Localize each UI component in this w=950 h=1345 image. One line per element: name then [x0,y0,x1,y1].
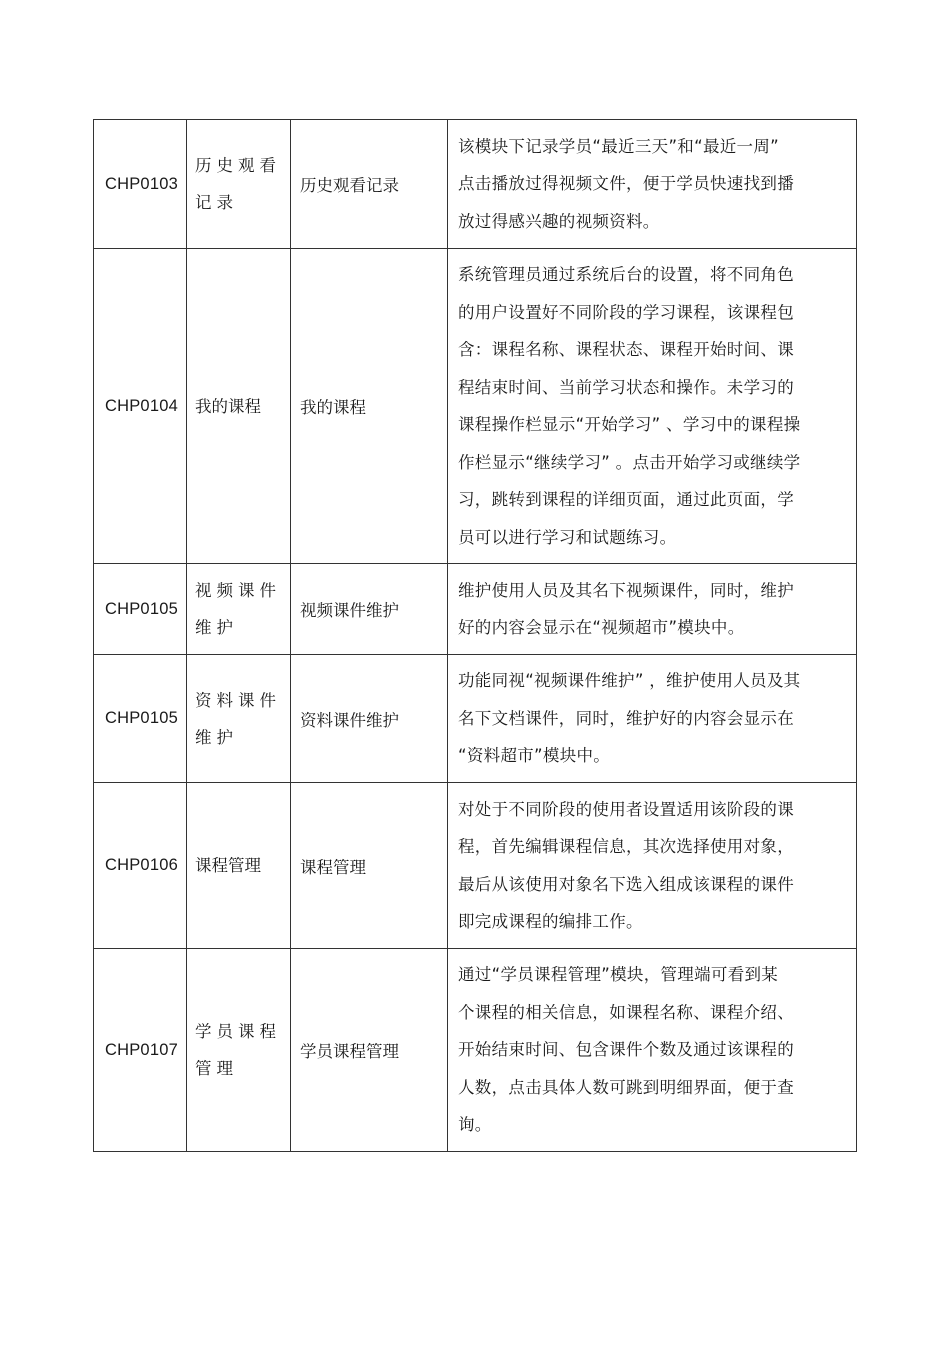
row-function: 资料课件维护 [291,655,448,783]
function-table [93,119,857,1152]
table-row [94,655,857,783]
row-name: 资料课件维护 [187,655,291,783]
row-name: 学员课程管理 [187,949,291,1152]
row-function: 课程管理 [291,783,448,949]
description-line: 开始结束时间、包含课件个数及通过该课程的 [458,1040,794,1060]
description-line: 程结束时间、当前学习状态和操作。未学习的 [458,377,794,397]
row-description [448,783,857,949]
row-code: CHP0106 [94,783,187,949]
description-line: 功能同视“视频课件维护” ，维护使用人员及其 [458,671,801,691]
description-line: 员可以进行学习和试题练习。 [458,527,677,547]
description-line: 询。 [458,1115,492,1135]
row-code: CHP0107 [94,949,187,1152]
description-line: 名下文档课件，同时，维护好的内容会显示在 [458,708,794,728]
table-row [94,783,857,949]
row-description [448,249,857,564]
row-code: CHP0103 [94,120,187,249]
row-function: 历史观看记录 [291,120,448,249]
row-description [448,120,857,249]
row-function: 学员课程管理 [291,949,448,1152]
description-line: 该模块下记录学员“最近三天”和“最近一周” [458,136,779,156]
row-name: 历史观看记录 [187,120,291,249]
description-line: 含：课程名称、课程状态、课程开始时间、课 [458,340,794,359]
row-name: 我的课程 [187,249,291,564]
table-row [94,949,857,1152]
description-line: 好的内容会显示在“视频超市”模块中。 [458,618,745,637]
description-line: 通过“学员课程管理”模块，管理端可看到某 [458,965,779,985]
description-line: 最后从该使用对象名下选入组成该课程的课件 [458,874,794,894]
description-line: 维护使用人员及其名下视频课件，同时，维护 [458,580,794,600]
row-name: 课程管理 [187,783,291,949]
description-line: 系统管理员通过系统后台的设置，将不同角色 [458,265,794,284]
row-name: 视频课件维护 [187,564,291,655]
table-row [94,249,857,564]
description-line: 人数，点击具体人数可跳到明细界面，便于查 [458,1077,794,1097]
description-line: 点击播放过得视频文件，便于学员快速找到播 [458,174,794,194]
row-function: 我的课程 [291,249,448,564]
description-line: 程，首先编辑课程信息，其次选择使用对象， [458,837,794,856]
description-line: 放过得感兴趣的视频资料。 [458,211,660,231]
row-code: CHP0105 [94,655,187,783]
row-code: CHP0104 [94,249,187,564]
row-code: CHP0105 [94,564,187,655]
row-description [448,655,857,783]
description-line: 即完成课程的编排工作。 [458,912,643,931]
description-line: 课程操作栏显示“开始学习” 、学习中的课程操 [458,415,801,434]
description-line: 的用户设置好不同阶段的学习课程，该课程包 [458,302,794,322]
description-line: 作栏显示“继续学习” 。点击开始学习或继续学 [458,452,801,472]
description-line: 个课程的相关信息，如课程名称、课程介绍、 [458,1002,794,1022]
row-description [448,564,857,655]
description-line: 习，跳转到课程的详细页面，通过此页面，学 [458,490,794,509]
description-line: 对处于不同阶段的使用者设置适用该阶段的课 [458,799,794,819]
row-function: 视频课件维护 [291,564,448,655]
description-line: “资料超市”模块中。 [458,746,611,766]
table-row [94,564,857,655]
table-row [94,120,857,249]
row-description [448,949,857,1152]
